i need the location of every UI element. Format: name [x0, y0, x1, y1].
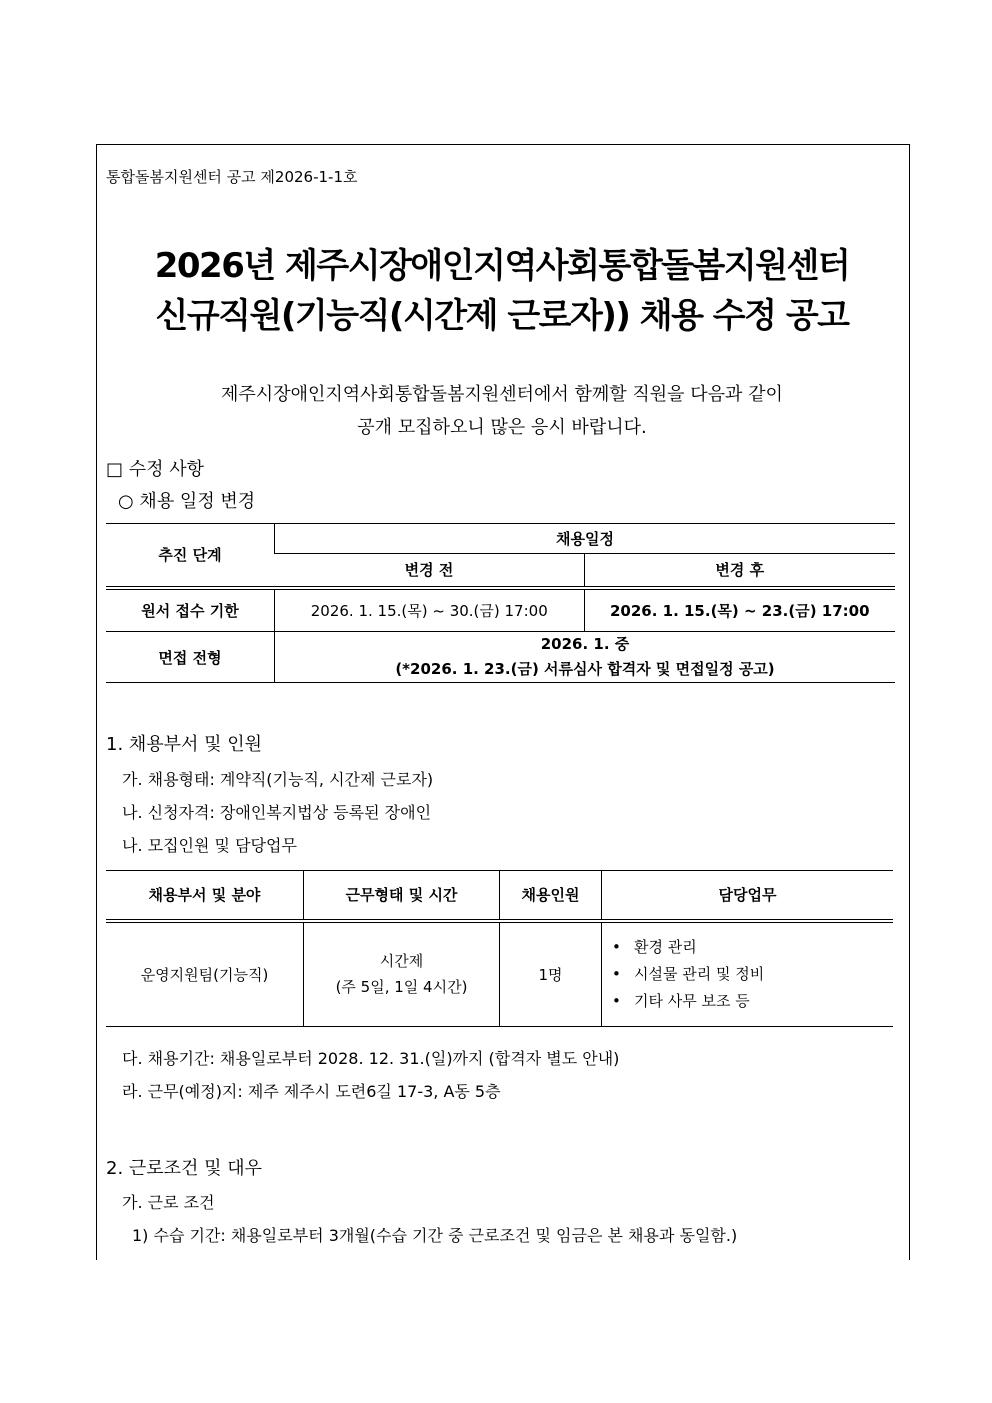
- revision-heading: □ 수정 사항: [106, 459, 205, 480]
- cell-count: 1명: [500, 921, 602, 1027]
- cell-duties: [602, 921, 894, 1027]
- header-duties: 담당업무: [602, 871, 894, 921]
- intro-line-2: 공개 모집하오니 많은 응시 바랍니다.: [357, 417, 647, 438]
- schedule-table: [106, 523, 895, 683]
- row-before: 2026. 1. 15.(목) ~ 30.(금) 17:00: [275, 588, 585, 632]
- merged-line-2: (*2026. 1. 23.(금) 서류심사 합격자 및 면접일정 공고): [395, 660, 775, 678]
- section1-item: 라. 근무(예정)지: 제주 제주시 도련6길 17-3, A동 5층: [122, 1082, 501, 1101]
- col-before-header: 변경 전: [275, 554, 585, 588]
- section1-heading: 1. 채용부서 및 인원: [106, 734, 263, 755]
- notice-number: 통합돌봄지원센터 공고 제2026-1-1호: [106, 168, 358, 186]
- section1-item: 나. 신청자격: 장애인복지법상 등록된 장애인: [122, 803, 432, 822]
- section1-item: 가. 채용형태: 계약직(기능직, 시간제 근로자): [122, 770, 434, 789]
- header-count: 채용인원: [500, 871, 602, 921]
- header-work-type: 근무형태 및 시간: [304, 871, 500, 921]
- section1-item: 다. 채용기간: 채용일로부터 2028. 12. 31.(일)까지 (합격자 별도 안내): [122, 1049, 620, 1068]
- intro-line-1: 제주시장애인지역사회통합돌봄지원센터에서 함께할 직원을 다음과 같이: [221, 384, 783, 405]
- title-line-1: 2026년 제주시장애인지역사회통합돌봄지원센터: [154, 246, 850, 286]
- row-after: 2026. 1. 15.(목) ~ 23.(금) 17:00: [584, 588, 895, 632]
- row-stage: 면접 전형: [106, 632, 275, 683]
- merged-line-1: 2026. 1. 중: [540, 635, 630, 653]
- header-dept: 채용부서 및 분야: [106, 871, 304, 921]
- cell-dept: 운영지원팀(기능직): [106, 921, 304, 1027]
- duty-item: • 환경 관리: [612, 934, 893, 961]
- col-after-header: 변경 후: [584, 554, 895, 588]
- col-stage-header: 추진 단계: [106, 524, 275, 588]
- section1-item: 나. 모집인원 및 담당업무: [122, 836, 297, 855]
- position-table: [106, 870, 893, 1027]
- cell-work-type: [304, 921, 500, 1027]
- row-stage: 원서 접수 기한: [106, 588, 275, 632]
- section2-sub: 가. 근로 조건: [122, 1193, 215, 1212]
- duty-item: • 기타 사무 보조 등: [612, 988, 893, 1015]
- title-line-2: 신규직원(기능직(시간제 근로자)) 채용 수정 공고: [155, 296, 849, 336]
- work-hours: (주 5일, 1일 4시간): [335, 978, 468, 997]
- duty-item: • 시설물 관리 및 정비: [612, 961, 893, 988]
- row-merged-schedule: [275, 632, 896, 683]
- revision-subheading: ○ 채용 일정 변경: [118, 491, 256, 512]
- section2-heading: 2. 근로조건 및 대우: [106, 1158, 263, 1179]
- work-type: 시간제: [379, 952, 424, 971]
- col-schedule-header: 채용일정: [275, 524, 896, 554]
- section2-item: 1) 수습 기간: 채용일로부터 3개월(수습 기간 중 근로조건 및 임금은 본 채용과 동일함.): [132, 1226, 738, 1245]
